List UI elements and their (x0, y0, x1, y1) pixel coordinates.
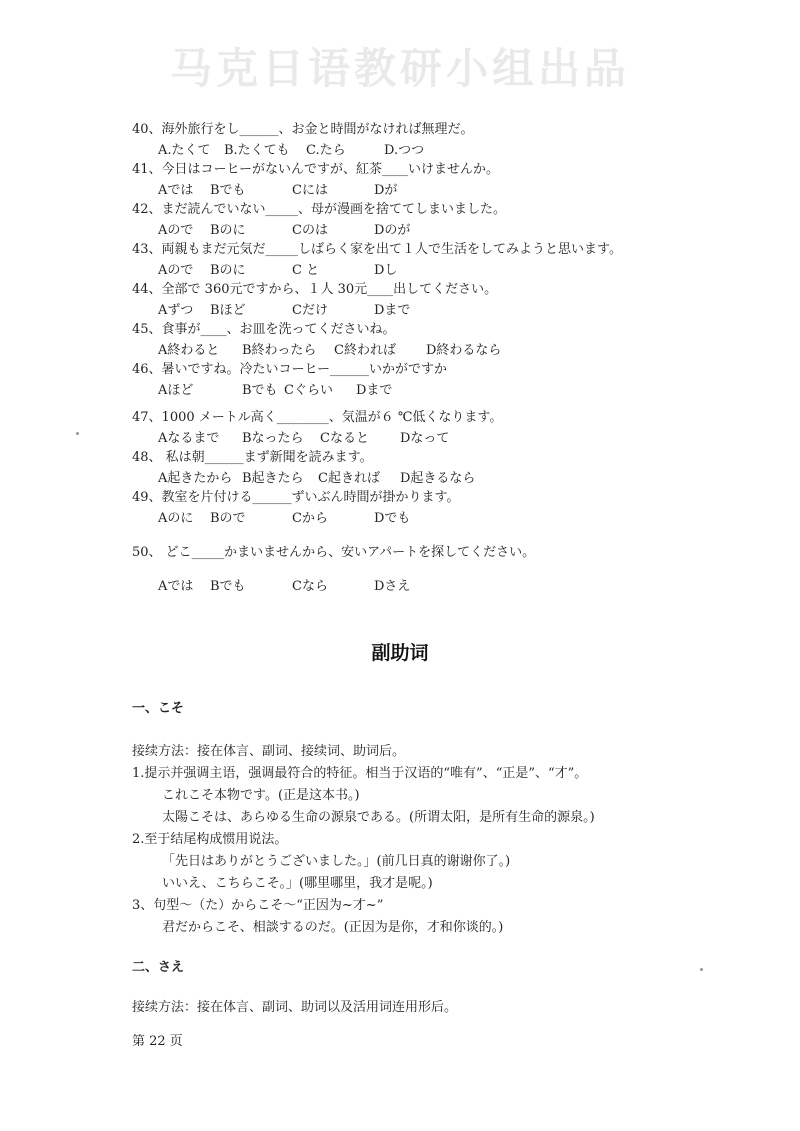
question-49: 49、教室を片付ける______ずいぶん時間が掛かります。 (132, 490, 460, 505)
section-heading-koso: 一、こそ (132, 701, 185, 716)
option-d: Dのが (374, 223, 411, 238)
option-c: Cなると (320, 431, 369, 446)
example-sentence: 太陽こそは、あらゆる生命の源泉である。(所谓太阳，是所有生命的源泉。) (162, 810, 595, 825)
option-c: Cには (292, 183, 328, 198)
usage-note: 接续方法：接在体言、副词、接续词、助词后。 (132, 744, 406, 759)
option-a: Aほど (158, 383, 194, 398)
question-44: 44、全部で 360元ですから、１人 30元____出してください。 (132, 282, 498, 297)
option-b: B終わったら (242, 343, 317, 358)
question-43: 43、両親もまだ元気だ_____しばらく家を出て１人で生活をしてみようと思います。 (132, 242, 623, 257)
page-number: 第 22 页 (132, 1034, 183, 1049)
option-b: Bのに (210, 263, 246, 278)
option-a: Aずつ (158, 303, 194, 318)
point-2: 2.至于结尾构成惯用说法。 (132, 832, 288, 847)
option-c: C起きれば (318, 471, 380, 486)
option-d: Dでも (374, 511, 411, 526)
option-a: Aでは (158, 579, 194, 594)
usage-note: 接续方法：接在体言、副词、助词以及活用词连用形后。 (132, 1000, 458, 1015)
option-a: Aのに (158, 511, 194, 526)
option-b: Bでも (210, 183, 246, 198)
section-title: 副助词 (371, 642, 429, 664)
option-a: Aでは (158, 183, 194, 198)
question-40: 40、海外旅行をし______、お金と時間がなければ無理だ。 (132, 122, 474, 137)
watermark: 马克日语教研小组出品 (169, 44, 630, 93)
option-a: A終わると (158, 343, 220, 358)
option-c: Cだけ (292, 303, 328, 318)
option-b: Bので (210, 511, 246, 526)
option-b: Bほど (210, 303, 246, 318)
option-c: C と (292, 263, 320, 278)
scan-speck (700, 968, 703, 971)
option-d: Dなって (400, 431, 450, 446)
option-a: A.たくて (158, 143, 211, 158)
option-b: Bでも (210, 579, 246, 594)
option-a: A起きたから (158, 471, 233, 486)
option-c: Cから (292, 511, 328, 526)
option-b: B起きたら (242, 471, 304, 486)
option-d: D終わるなら (426, 343, 502, 358)
option-c: C終われば (334, 343, 396, 358)
option-b: Bなったら (242, 431, 304, 446)
question-48: 48、 私は朝______まず新聞を読みます。 (132, 450, 373, 465)
example-sentence: いいえ、こちらこそ。」(哪里哪里，我才是呢。) (162, 876, 433, 891)
option-b: Bのに (210, 223, 246, 238)
option-c: C.たら (306, 143, 346, 158)
question-41: 41、今日はコーヒーがないんですが、紅茶____いけませんか。 (132, 162, 500, 177)
option-c: Cのは (292, 223, 328, 238)
question-42: 42、まだ読んでいない_____、母が漫画を捨ててしまいました。 (132, 202, 507, 217)
option-d: Dさえ (374, 579, 411, 594)
option-a: Aなるまで (158, 431, 220, 446)
option-d: Dが (374, 183, 398, 198)
example-sentence: 君だからこそ、相談するのだ。(正因为是你，才和你谈的。) (162, 920, 504, 935)
option-d: Dまで (356, 383, 393, 398)
scan-speck (76, 432, 79, 435)
option-d: Dまで (374, 303, 411, 318)
point-3: 3、句型～（た）からこそ～“正因为~才~” (132, 898, 384, 913)
example-sentence: 「先日はありがとうございました。」(前几日真的谢谢你了。) (162, 854, 511, 869)
question-47: 47、1000 メートル高く________、気温が６ ℃低くなります。 (132, 410, 503, 425)
option-b: B.たくても (224, 143, 290, 158)
option-d: D起きるなら (400, 471, 476, 486)
example-sentence: これこそ本物です。(正是这本书。) (162, 788, 360, 803)
question-50: 50、 どこ_____かまいませんから、安いアパートを探してください。 (132, 545, 536, 560)
option-c: Cぐらい (284, 383, 333, 398)
option-d: D.つつ (384, 143, 425, 158)
question-45: 45、食事が____、お皿を洗ってくださいね。 (132, 322, 396, 337)
option-a: Aので (158, 263, 194, 278)
option-a: Aので (158, 223, 194, 238)
point-1: 1.提示并强调主语，强调最符合的特征。相当于汉语的“唯有”、“正是”、“才”。 (132, 766, 588, 781)
option-b: Bでも (242, 383, 278, 398)
section-heading-sae: 二、さえ (132, 960, 185, 975)
option-c: Cなら (292, 579, 328, 594)
question-46: 46、暑いですね。冷たいコーヒー______いかがですか (132, 362, 448, 377)
option-d: Dし (374, 263, 398, 278)
